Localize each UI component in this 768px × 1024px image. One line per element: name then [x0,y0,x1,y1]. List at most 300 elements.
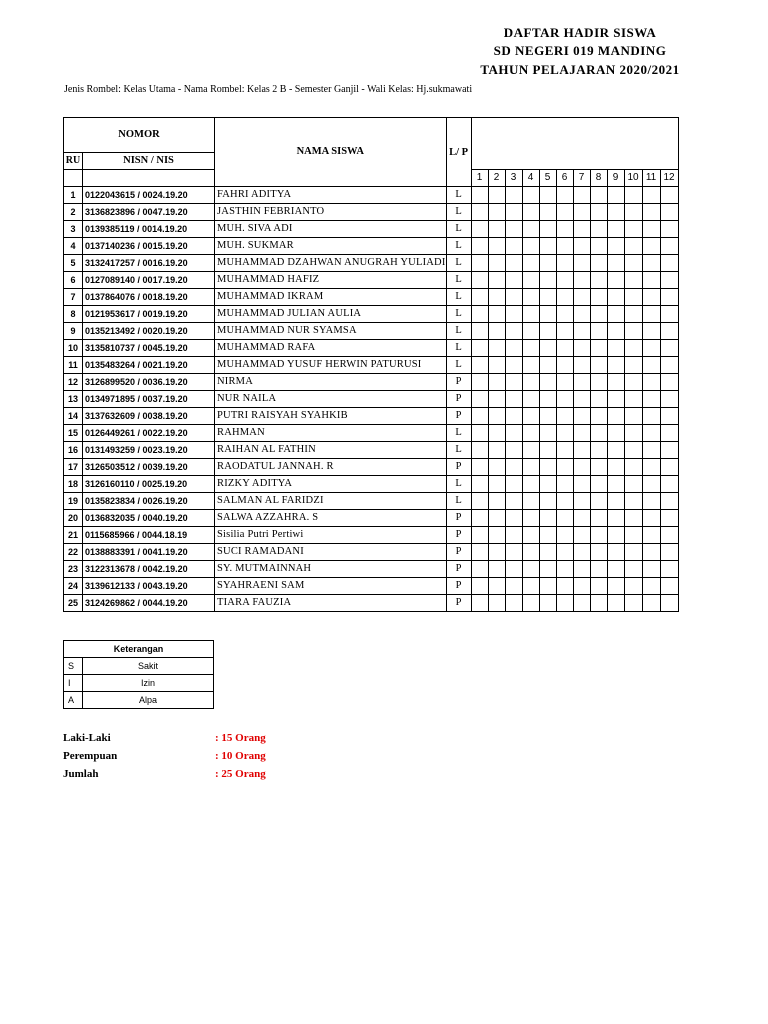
attendance-cell-day-8[interactable] [590,459,607,476]
attendance-cell-day-3[interactable] [505,204,522,221]
attendance-cell-day-1[interactable] [471,408,488,425]
attendance-cell-day-9[interactable] [607,306,624,323]
attendance-cell-day-4[interactable] [522,204,539,221]
attendance-cell-day-3[interactable] [505,595,522,612]
attendance-cell-day-4[interactable] [522,374,539,391]
attendance-cell-day-12[interactable] [660,476,678,493]
attendance-cell-day-11[interactable] [642,306,660,323]
attendance-cell-day-7[interactable] [573,408,590,425]
attendance-cell-day-6[interactable] [556,357,573,374]
attendance-cell-day-9[interactable] [607,289,624,306]
attendance-cell-day-12[interactable] [660,238,678,255]
attendance-cell-day-10[interactable] [624,289,642,306]
attendance-cell-day-8[interactable] [590,391,607,408]
attendance-cell-day-5[interactable] [539,238,556,255]
attendance-cell-day-11[interactable] [642,425,660,442]
attendance-cell-day-7[interactable] [573,544,590,561]
attendance-cell-day-9[interactable] [607,408,624,425]
attendance-cell-day-7[interactable] [573,289,590,306]
attendance-cell-day-5[interactable] [539,544,556,561]
attendance-cell-day-8[interactable] [590,493,607,510]
attendance-cell-day-8[interactable] [590,544,607,561]
attendance-cell-day-11[interactable] [642,391,660,408]
attendance-cell-day-7[interactable] [573,204,590,221]
attendance-cell-day-8[interactable] [590,238,607,255]
attendance-cell-day-5[interactable] [539,323,556,340]
attendance-cell-day-3[interactable] [505,255,522,272]
attendance-cell-day-11[interactable] [642,357,660,374]
attendance-cell-day-6[interactable] [556,595,573,612]
attendance-cell-day-7[interactable] [573,323,590,340]
attendance-cell-day-10[interactable] [624,221,642,238]
attendance-cell-day-3[interactable] [505,340,522,357]
attendance-cell-day-1[interactable] [471,255,488,272]
attendance-cell-day-10[interactable] [624,459,642,476]
attendance-cell-day-4[interactable] [522,527,539,544]
attendance-cell-day-3[interactable] [505,289,522,306]
attendance-cell-day-4[interactable] [522,595,539,612]
attendance-cell-day-6[interactable] [556,544,573,561]
attendance-cell-day-6[interactable] [556,187,573,204]
attendance-cell-day-1[interactable] [471,221,488,238]
attendance-cell-day-7[interactable] [573,357,590,374]
attendance-cell-day-1[interactable] [471,289,488,306]
attendance-cell-day-8[interactable] [590,272,607,289]
attendance-cell-day-6[interactable] [556,238,573,255]
attendance-cell-day-6[interactable] [556,442,573,459]
attendance-cell-day-1[interactable] [471,561,488,578]
attendance-cell-day-2[interactable] [488,561,505,578]
attendance-cell-day-8[interactable] [590,442,607,459]
attendance-cell-day-9[interactable] [607,374,624,391]
attendance-cell-day-10[interactable] [624,238,642,255]
attendance-cell-day-10[interactable] [624,493,642,510]
attendance-cell-day-7[interactable] [573,255,590,272]
attendance-cell-day-2[interactable] [488,425,505,442]
attendance-cell-day-5[interactable] [539,340,556,357]
attendance-cell-day-1[interactable] [471,544,488,561]
attendance-cell-day-4[interactable] [522,408,539,425]
attendance-cell-day-8[interactable] [590,255,607,272]
attendance-cell-day-2[interactable] [488,408,505,425]
attendance-cell-day-7[interactable] [573,595,590,612]
attendance-cell-day-10[interactable] [624,255,642,272]
attendance-cell-day-5[interactable] [539,289,556,306]
attendance-cell-day-12[interactable] [660,595,678,612]
attendance-cell-day-6[interactable] [556,204,573,221]
attendance-cell-day-12[interactable] [660,544,678,561]
attendance-cell-day-4[interactable] [522,493,539,510]
attendance-cell-day-10[interactable] [624,306,642,323]
attendance-cell-day-5[interactable] [539,187,556,204]
attendance-cell-day-5[interactable] [539,272,556,289]
attendance-cell-day-6[interactable] [556,459,573,476]
attendance-cell-day-3[interactable] [505,272,522,289]
attendance-cell-day-11[interactable] [642,510,660,527]
attendance-cell-day-12[interactable] [660,510,678,527]
attendance-cell-day-1[interactable] [471,476,488,493]
attendance-cell-day-3[interactable] [505,357,522,374]
attendance-cell-day-7[interactable] [573,238,590,255]
attendance-cell-day-2[interactable] [488,238,505,255]
attendance-cell-day-5[interactable] [539,578,556,595]
attendance-cell-day-9[interactable] [607,442,624,459]
attendance-cell-day-7[interactable] [573,272,590,289]
attendance-cell-day-2[interactable] [488,340,505,357]
attendance-cell-day-6[interactable] [556,374,573,391]
attendance-cell-day-3[interactable] [505,408,522,425]
attendance-cell-day-12[interactable] [660,459,678,476]
attendance-cell-day-3[interactable] [505,187,522,204]
attendance-cell-day-1[interactable] [471,391,488,408]
attendance-cell-day-12[interactable] [660,527,678,544]
attendance-cell-day-2[interactable] [488,595,505,612]
attendance-cell-day-5[interactable] [539,510,556,527]
attendance-cell-day-3[interactable] [505,544,522,561]
attendance-cell-day-9[interactable] [607,544,624,561]
attendance-cell-day-11[interactable] [642,561,660,578]
attendance-cell-day-1[interactable] [471,374,488,391]
attendance-cell-day-12[interactable] [660,340,678,357]
attendance-cell-day-11[interactable] [642,204,660,221]
attendance-cell-day-10[interactable] [624,510,642,527]
attendance-cell-day-10[interactable] [624,357,642,374]
attendance-cell-day-9[interactable] [607,272,624,289]
attendance-cell-day-10[interactable] [624,527,642,544]
attendance-cell-day-6[interactable] [556,476,573,493]
attendance-cell-day-9[interactable] [607,561,624,578]
attendance-cell-day-2[interactable] [488,578,505,595]
attendance-cell-day-2[interactable] [488,306,505,323]
attendance-cell-day-3[interactable] [505,476,522,493]
attendance-cell-day-2[interactable] [488,255,505,272]
attendance-cell-day-6[interactable] [556,493,573,510]
attendance-cell-day-2[interactable] [488,391,505,408]
attendance-cell-day-7[interactable] [573,527,590,544]
attendance-cell-day-6[interactable] [556,289,573,306]
attendance-cell-day-4[interactable] [522,544,539,561]
attendance-cell-day-10[interactable] [624,476,642,493]
attendance-cell-day-11[interactable] [642,459,660,476]
attendance-cell-day-7[interactable] [573,187,590,204]
attendance-cell-day-12[interactable] [660,255,678,272]
attendance-cell-day-7[interactable] [573,510,590,527]
attendance-cell-day-5[interactable] [539,306,556,323]
attendance-cell-day-7[interactable] [573,340,590,357]
attendance-cell-day-8[interactable] [590,357,607,374]
attendance-cell-day-8[interactable] [590,221,607,238]
attendance-cell-day-11[interactable] [642,187,660,204]
attendance-cell-day-1[interactable] [471,272,488,289]
attendance-cell-day-2[interactable] [488,221,505,238]
attendance-cell-day-2[interactable] [488,527,505,544]
attendance-cell-day-9[interactable] [607,595,624,612]
attendance-cell-day-3[interactable] [505,425,522,442]
attendance-cell-day-1[interactable] [471,187,488,204]
attendance-cell-day-1[interactable] [471,595,488,612]
attendance-cell-day-6[interactable] [556,306,573,323]
attendance-cell-day-5[interactable] [539,374,556,391]
attendance-cell-day-10[interactable] [624,374,642,391]
attendance-cell-day-10[interactable] [624,340,642,357]
attendance-cell-day-12[interactable] [660,578,678,595]
attendance-cell-day-8[interactable] [590,340,607,357]
attendance-cell-day-5[interactable] [539,357,556,374]
attendance-cell-day-3[interactable] [505,323,522,340]
attendance-cell-day-4[interactable] [522,272,539,289]
attendance-cell-day-4[interactable] [522,459,539,476]
attendance-cell-day-11[interactable] [642,527,660,544]
attendance-cell-day-9[interactable] [607,578,624,595]
attendance-cell-day-9[interactable] [607,340,624,357]
attendance-cell-day-9[interactable] [607,391,624,408]
attendance-cell-day-5[interactable] [539,442,556,459]
attendance-cell-day-3[interactable] [505,442,522,459]
attendance-cell-day-1[interactable] [471,306,488,323]
attendance-cell-day-8[interactable] [590,187,607,204]
attendance-cell-day-11[interactable] [642,476,660,493]
attendance-cell-day-4[interactable] [522,425,539,442]
attendance-cell-day-1[interactable] [471,459,488,476]
attendance-cell-day-8[interactable] [590,476,607,493]
attendance-cell-day-12[interactable] [660,187,678,204]
attendance-cell-day-4[interactable] [522,187,539,204]
attendance-cell-day-6[interactable] [556,272,573,289]
attendance-cell-day-9[interactable] [607,255,624,272]
attendance-cell-day-2[interactable] [488,476,505,493]
attendance-cell-day-12[interactable] [660,272,678,289]
attendance-cell-day-10[interactable] [624,595,642,612]
attendance-cell-day-9[interactable] [607,510,624,527]
attendance-cell-day-10[interactable] [624,425,642,442]
attendance-cell-day-10[interactable] [624,272,642,289]
attendance-cell-day-7[interactable] [573,425,590,442]
attendance-cell-day-10[interactable] [624,561,642,578]
attendance-cell-day-1[interactable] [471,425,488,442]
attendance-cell-day-11[interactable] [642,374,660,391]
attendance-cell-day-10[interactable] [624,442,642,459]
attendance-cell-day-1[interactable] [471,527,488,544]
attendance-cell-day-8[interactable] [590,374,607,391]
attendance-cell-day-7[interactable] [573,578,590,595]
attendance-cell-day-10[interactable] [624,323,642,340]
attendance-cell-day-6[interactable] [556,408,573,425]
attendance-cell-day-12[interactable] [660,306,678,323]
attendance-cell-day-3[interactable] [505,578,522,595]
attendance-cell-day-3[interactable] [505,561,522,578]
attendance-cell-day-1[interactable] [471,442,488,459]
attendance-cell-day-11[interactable] [642,544,660,561]
attendance-cell-day-12[interactable] [660,221,678,238]
attendance-cell-day-6[interactable] [556,510,573,527]
attendance-cell-day-5[interactable] [539,408,556,425]
attendance-cell-day-12[interactable] [660,374,678,391]
attendance-cell-day-4[interactable] [522,255,539,272]
attendance-cell-day-7[interactable] [573,306,590,323]
attendance-cell-day-12[interactable] [660,323,678,340]
attendance-cell-day-5[interactable] [539,561,556,578]
attendance-cell-day-5[interactable] [539,527,556,544]
attendance-cell-day-2[interactable] [488,204,505,221]
attendance-cell-day-2[interactable] [488,374,505,391]
attendance-cell-day-5[interactable] [539,425,556,442]
attendance-cell-day-2[interactable] [488,442,505,459]
attendance-cell-day-5[interactable] [539,595,556,612]
attendance-cell-day-3[interactable] [505,391,522,408]
attendance-cell-day-11[interactable] [642,493,660,510]
attendance-cell-day-3[interactable] [505,510,522,527]
attendance-cell-day-8[interactable] [590,204,607,221]
attendance-cell-day-9[interactable] [607,357,624,374]
attendance-cell-day-5[interactable] [539,391,556,408]
attendance-cell-day-6[interactable] [556,561,573,578]
attendance-cell-day-8[interactable] [590,425,607,442]
attendance-cell-day-2[interactable] [488,493,505,510]
attendance-cell-day-7[interactable] [573,561,590,578]
attendance-cell-day-12[interactable] [660,493,678,510]
attendance-cell-day-8[interactable] [590,561,607,578]
attendance-cell-day-8[interactable] [590,289,607,306]
attendance-cell-day-11[interactable] [642,442,660,459]
attendance-cell-day-11[interactable] [642,578,660,595]
attendance-cell-day-5[interactable] [539,493,556,510]
attendance-cell-day-3[interactable] [505,374,522,391]
attendance-cell-day-2[interactable] [488,187,505,204]
attendance-cell-day-3[interactable] [505,493,522,510]
attendance-cell-day-11[interactable] [642,289,660,306]
attendance-cell-day-8[interactable] [590,408,607,425]
attendance-cell-day-11[interactable] [642,255,660,272]
attendance-cell-day-4[interactable] [522,289,539,306]
attendance-cell-day-7[interactable] [573,391,590,408]
attendance-cell-day-1[interactable] [471,493,488,510]
attendance-cell-day-1[interactable] [471,510,488,527]
attendance-cell-day-4[interactable] [522,391,539,408]
attendance-cell-day-7[interactable] [573,459,590,476]
attendance-cell-day-12[interactable] [660,561,678,578]
attendance-cell-day-8[interactable] [590,578,607,595]
attendance-cell-day-9[interactable] [607,221,624,238]
attendance-cell-day-7[interactable] [573,221,590,238]
attendance-cell-day-1[interactable] [471,238,488,255]
attendance-cell-day-9[interactable] [607,323,624,340]
attendance-cell-day-12[interactable] [660,204,678,221]
attendance-cell-day-1[interactable] [471,340,488,357]
attendance-cell-day-4[interactable] [522,442,539,459]
attendance-cell-day-6[interactable] [556,221,573,238]
attendance-cell-day-2[interactable] [488,510,505,527]
attendance-cell-day-10[interactable] [624,391,642,408]
attendance-cell-day-2[interactable] [488,544,505,561]
attendance-cell-day-6[interactable] [556,425,573,442]
attendance-cell-day-3[interactable] [505,459,522,476]
attendance-cell-day-11[interactable] [642,595,660,612]
attendance-cell-day-10[interactable] [624,578,642,595]
attendance-cell-day-4[interactable] [522,561,539,578]
attendance-cell-day-12[interactable] [660,357,678,374]
attendance-cell-day-6[interactable] [556,255,573,272]
attendance-cell-day-8[interactable] [590,595,607,612]
attendance-cell-day-10[interactable] [624,408,642,425]
attendance-cell-day-5[interactable] [539,255,556,272]
attendance-cell-day-11[interactable] [642,408,660,425]
attendance-cell-day-7[interactable] [573,442,590,459]
attendance-cell-day-12[interactable] [660,442,678,459]
attendance-cell-day-11[interactable] [642,323,660,340]
attendance-cell-day-8[interactable] [590,306,607,323]
attendance-cell-day-4[interactable] [522,340,539,357]
attendance-cell-day-11[interactable] [642,221,660,238]
attendance-cell-day-5[interactable] [539,476,556,493]
attendance-cell-day-6[interactable] [556,578,573,595]
attendance-cell-day-7[interactable] [573,493,590,510]
attendance-cell-day-9[interactable] [607,493,624,510]
attendance-cell-day-2[interactable] [488,289,505,306]
attendance-cell-day-7[interactable] [573,374,590,391]
attendance-cell-day-9[interactable] [607,238,624,255]
attendance-cell-day-6[interactable] [556,527,573,544]
attendance-cell-day-11[interactable] [642,272,660,289]
attendance-cell-day-9[interactable] [607,187,624,204]
attendance-cell-day-4[interactable] [522,510,539,527]
attendance-cell-day-2[interactable] [488,459,505,476]
attendance-cell-day-11[interactable] [642,340,660,357]
attendance-cell-day-4[interactable] [522,238,539,255]
attendance-cell-day-9[interactable] [607,425,624,442]
attendance-cell-day-9[interactable] [607,204,624,221]
attendance-cell-day-12[interactable] [660,425,678,442]
attendance-cell-day-1[interactable] [471,323,488,340]
attendance-cell-day-9[interactable] [607,459,624,476]
attendance-cell-day-5[interactable] [539,459,556,476]
attendance-cell-day-9[interactable] [607,527,624,544]
attendance-cell-day-8[interactable] [590,323,607,340]
attendance-cell-day-4[interactable] [522,476,539,493]
attendance-cell-day-3[interactable] [505,306,522,323]
attendance-cell-day-3[interactable] [505,527,522,544]
attendance-cell-day-2[interactable] [488,272,505,289]
attendance-cell-day-4[interactable] [522,578,539,595]
attendance-cell-day-4[interactable] [522,306,539,323]
attendance-cell-day-5[interactable] [539,204,556,221]
attendance-cell-day-3[interactable] [505,238,522,255]
attendance-cell-day-12[interactable] [660,408,678,425]
attendance-cell-day-12[interactable] [660,391,678,408]
attendance-cell-day-3[interactable] [505,221,522,238]
attendance-cell-day-4[interactable] [522,323,539,340]
attendance-cell-day-2[interactable] [488,323,505,340]
attendance-cell-day-10[interactable] [624,187,642,204]
attendance-cell-day-5[interactable] [539,221,556,238]
attendance-cell-day-8[interactable] [590,510,607,527]
attendance-cell-day-8[interactable] [590,527,607,544]
attendance-cell-day-4[interactable] [522,357,539,374]
attendance-cell-day-4[interactable] [522,221,539,238]
attendance-cell-day-6[interactable] [556,340,573,357]
attendance-cell-day-1[interactable] [471,578,488,595]
attendance-cell-day-9[interactable] [607,476,624,493]
attendance-cell-day-10[interactable] [624,544,642,561]
attendance-cell-day-1[interactable] [471,204,488,221]
attendance-cell-day-6[interactable] [556,391,573,408]
attendance-cell-day-1[interactable] [471,357,488,374]
attendance-cell-day-11[interactable] [642,238,660,255]
attendance-cell-day-7[interactable] [573,476,590,493]
attendance-cell-day-10[interactable] [624,204,642,221]
attendance-cell-day-2[interactable] [488,357,505,374]
attendance-cell-day-12[interactable] [660,289,678,306]
attendance-cell-day-6[interactable] [556,323,573,340]
